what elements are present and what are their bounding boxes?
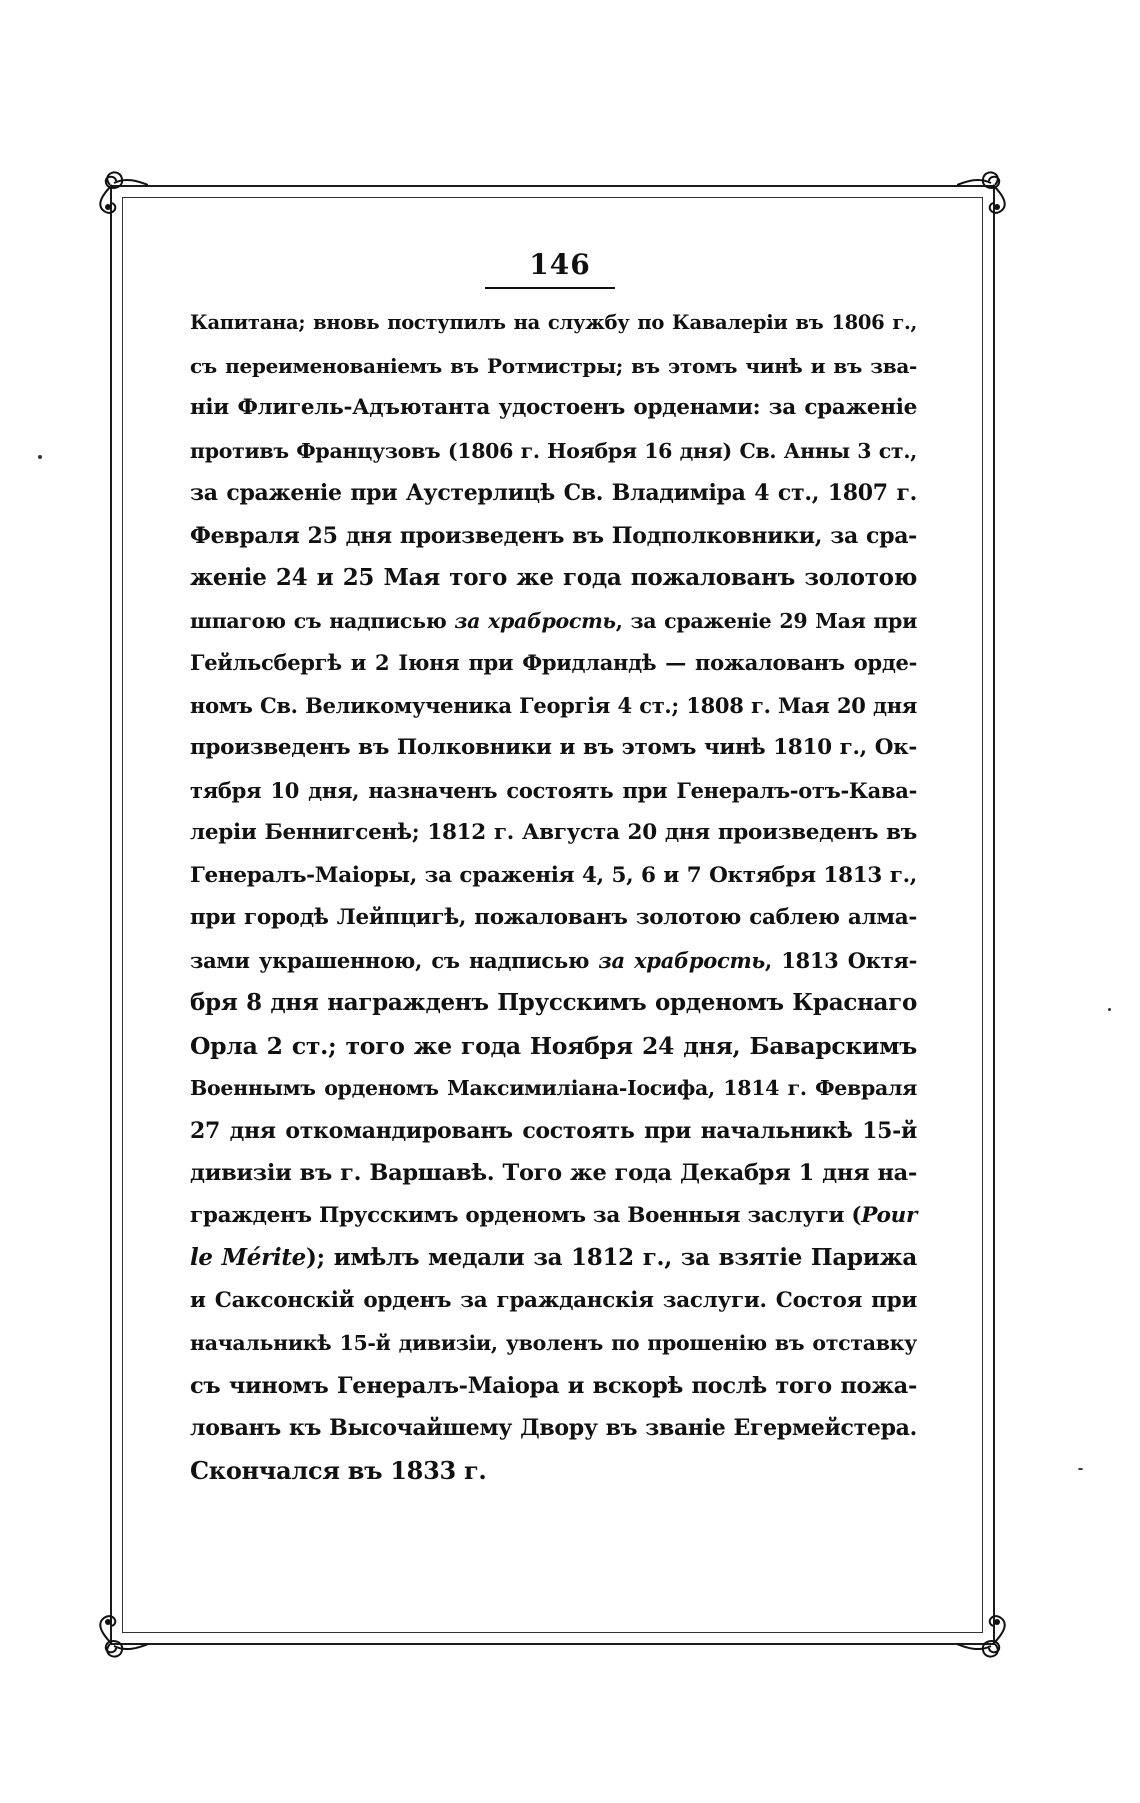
italic-text-run: за храбрость (454, 608, 616, 633)
text-line (190, 812, 917, 855)
text-line (190, 1365, 917, 1408)
text-line (190, 600, 917, 643)
text-run: леріи Беннигсенѣ; 1812 г. Августа 20 дня произведенъ въ (190, 820, 917, 845)
text-run: женіе 24 и 25 Мая того же года пожалованъ золотою (190, 564, 917, 591)
text-line (190, 685, 917, 728)
italic-text-run: le Mérite (190, 1244, 307, 1271)
text-run: ); имѣлъ медали за 1812 г., за взятіе Парижа (306, 1244, 917, 1271)
text-run: , за сраженіе 29 Мая при (615, 608, 917, 633)
body-text (190, 302, 917, 1492)
text-line (190, 1110, 917, 1153)
text-line (190, 642, 917, 685)
text-line (190, 515, 917, 558)
text-line (190, 1237, 917, 1280)
text-run: ніи Флигель-Адъютанта удостоенъ орденами: за сраженіе (190, 395, 917, 420)
text-line (190, 855, 917, 898)
text-line (190, 1195, 917, 1238)
text-line (190, 1152, 917, 1195)
text-line (190, 345, 917, 388)
text-run: Генералъ-Маіоры, за сраженія 4, 5, 6 и 7 Октября 1813 г., (190, 862, 917, 888)
text-line (190, 1280, 917, 1323)
text-line (190, 982, 917, 1025)
scan-speck (1108, 1008, 1111, 1011)
text-run: съ переименованіемъ въ Ротмистры; въ этомъ чинѣ и въ зва- (190, 353, 917, 378)
corner-flourish-icon (957, 1608, 1013, 1664)
text-run: тября 10 дня, назначенъ состоять при Генералъ-отъ-Кава- (190, 777, 917, 803)
text-run: лованъ къ Высочайшему Двору въ званіе Егермейстера. (190, 1415, 917, 1441)
text-run: Гейльсбергѣ и 2 Іюня при Фридландѣ — пожалованъ орде- (190, 650, 917, 675)
text-run: дивизіи въ г. Варшавѣ. Того же года Декабря 1 дня на- (190, 1160, 917, 1186)
italic-text-run: Pour (861, 1202, 917, 1228)
text-line (190, 1450, 917, 1493)
text-run: противъ Французовъ (1806 г. Ноября 16 дня) Св. Анны 3 ст., (190, 438, 917, 463)
text-run: гражденъ Прусскимъ орденомъ за Военныя заслуги ( (190, 1202, 862, 1228)
text-line (190, 387, 917, 430)
text-line (190, 472, 917, 515)
text-line (190, 1322, 917, 1365)
text-run: Капитана; вновь поступилъ на службу по Кавалеріи въ 1806 г., (190, 311, 917, 334)
page-number: 146 (529, 248, 591, 281)
text-line (190, 727, 917, 770)
text-run: при городѣ Лейпцигѣ, пожалованъ золотою саблею алма- (190, 905, 917, 930)
text-line (190, 1407, 917, 1450)
text-run: за сраженіе при Аустерлицѣ Св. Владиміра 4 ст., 1807 г. (190, 480, 917, 506)
text-run: Февраля 25 дня произведенъ въ Подполковники, за сра- (190, 522, 917, 549)
page-number-underline (485, 287, 615, 289)
text-run: начальникѣ 15-й дивизіи, уволенъ по прошенію въ отставку (190, 1331, 917, 1355)
italic-text-run: за храбрость (598, 947, 765, 973)
text-line (190, 430, 917, 473)
text-line (190, 940, 917, 983)
text-run: 27 дня откомандированъ состоять при начальникѣ 15-й (190, 1117, 917, 1144)
text-run: и Саксонскій орденъ за гражданскія заслуги. Состоя при (190, 1287, 917, 1313)
text-run: зами украшенною, съ надписью (190, 947, 599, 973)
scan-speck (38, 455, 42, 459)
text-line (190, 1067, 917, 1110)
text-line (190, 557, 917, 600)
text-line (190, 897, 917, 940)
text-run: Военнымъ орденомъ Максимиліана-Іосифа, 1814 г. Февраля (190, 1076, 917, 1100)
text-run: шпагою съ надписью (190, 608, 455, 633)
text-run: , 1813 Октя- (764, 947, 917, 973)
text-line (190, 770, 917, 813)
text-run: бря 8 дня награжденъ Прусскимъ орденомъ Краснаго (190, 989, 917, 1016)
text-run: номъ Св. Великомученика Георгія 4 ст.; 1808 г. Мая 20 дня (190, 692, 917, 718)
corner-flourish-icon (92, 1608, 148, 1664)
text-run: Орла 2 ст.; того же года Ноября 24 дня, Баварскимъ (190, 1031, 917, 1060)
scan-speck (1078, 1468, 1083, 1470)
text-run: произведенъ въ Полковники и въ этомъ чинѣ 1810 г., Ок- (190, 735, 917, 760)
corner-flourish-icon (957, 165, 1013, 221)
text-run: съ чиномъ Генералъ-Маіора и вскорѣ послѣ того пожа- (190, 1372, 917, 1399)
corner-flourish-icon (92, 165, 148, 221)
text-run: Скончался въ 1833 г. (190, 1455, 487, 1485)
text-line (190, 302, 917, 345)
text-line (190, 1025, 917, 1068)
